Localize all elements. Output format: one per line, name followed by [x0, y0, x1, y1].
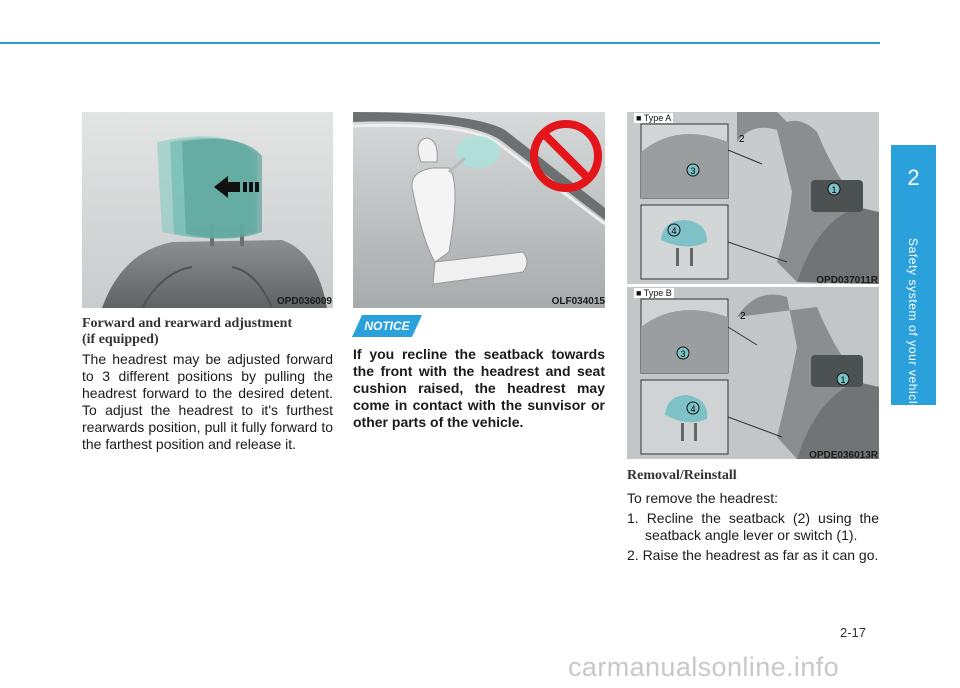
- removal-step-1: 1. Recline the seatback (2) using the seatback angle lever or switch (1).: [627, 510, 879, 543]
- heading-line-2: (if equipped): [82, 332, 159, 347]
- marker-4: 4: [671, 226, 677, 236]
- headrest-adjustment-figure: [82, 112, 333, 308]
- type-b-label: ■ Type B: [636, 288, 672, 298]
- marker-2: 2: [739, 134, 745, 145]
- heading-line-1: Forward and rearward adjustment: [82, 316, 293, 331]
- marker-1: 1: [840, 375, 846, 385]
- figure-code-middle: OLF034015: [551, 296, 605, 307]
- seatback-recline-figure: [353, 112, 605, 308]
- header-rule: [0, 42, 880, 44]
- section-title: Safety system of your vehicle: [906, 238, 920, 412]
- type-a-label: ■ Type A: [636, 113, 672, 123]
- figure-code-left: OPD036009: [276, 296, 332, 307]
- page-number: 2-17: [840, 625, 867, 640]
- marker-2: 2: [740, 311, 746, 322]
- section-heading-forward-rearward: [82, 316, 333, 348]
- forward-rearward-body: The headrest may be adjusted forward to 3 different positions by pulling the headrest forward to the desired detent. To adjust the headrest to it's furthest rearwards position, pull it fully forward to the farthest position and release it.: [82, 351, 333, 452]
- chapter-number: 2: [907, 165, 920, 190]
- marker-1: 1: [831, 185, 837, 195]
- notice-body: If you recline the seatback towards the front with the headrest and seat cushion raised, the headrest may come in contact with the sunvisor or other parts of the vehicle.: [353, 346, 605, 430]
- watermark: carmanualsonline.info: [568, 652, 840, 682]
- marker-3: 3: [680, 349, 686, 359]
- figure-code-right-bottom: OPDE036013R: [809, 450, 878, 461]
- marker-4: 4: [690, 404, 696, 414]
- figure-code-right-top: OPD037011R: [816, 275, 878, 286]
- removal-intro: To remove the headrest:: [627, 490, 778, 506]
- notice-badge: [352, 315, 422, 337]
- notice-label: NOTICE: [364, 319, 410, 333]
- headrest-removal-type-b-figure: [627, 287, 879, 459]
- headrest-removal-type-a-figure: [627, 112, 879, 284]
- section-heading-removal: Removal/Reinstall: [627, 468, 737, 483]
- removal-step-2: 2. Raise the headrest as far as it can go.: [627, 547, 879, 563]
- marker-3: 3: [690, 166, 696, 176]
